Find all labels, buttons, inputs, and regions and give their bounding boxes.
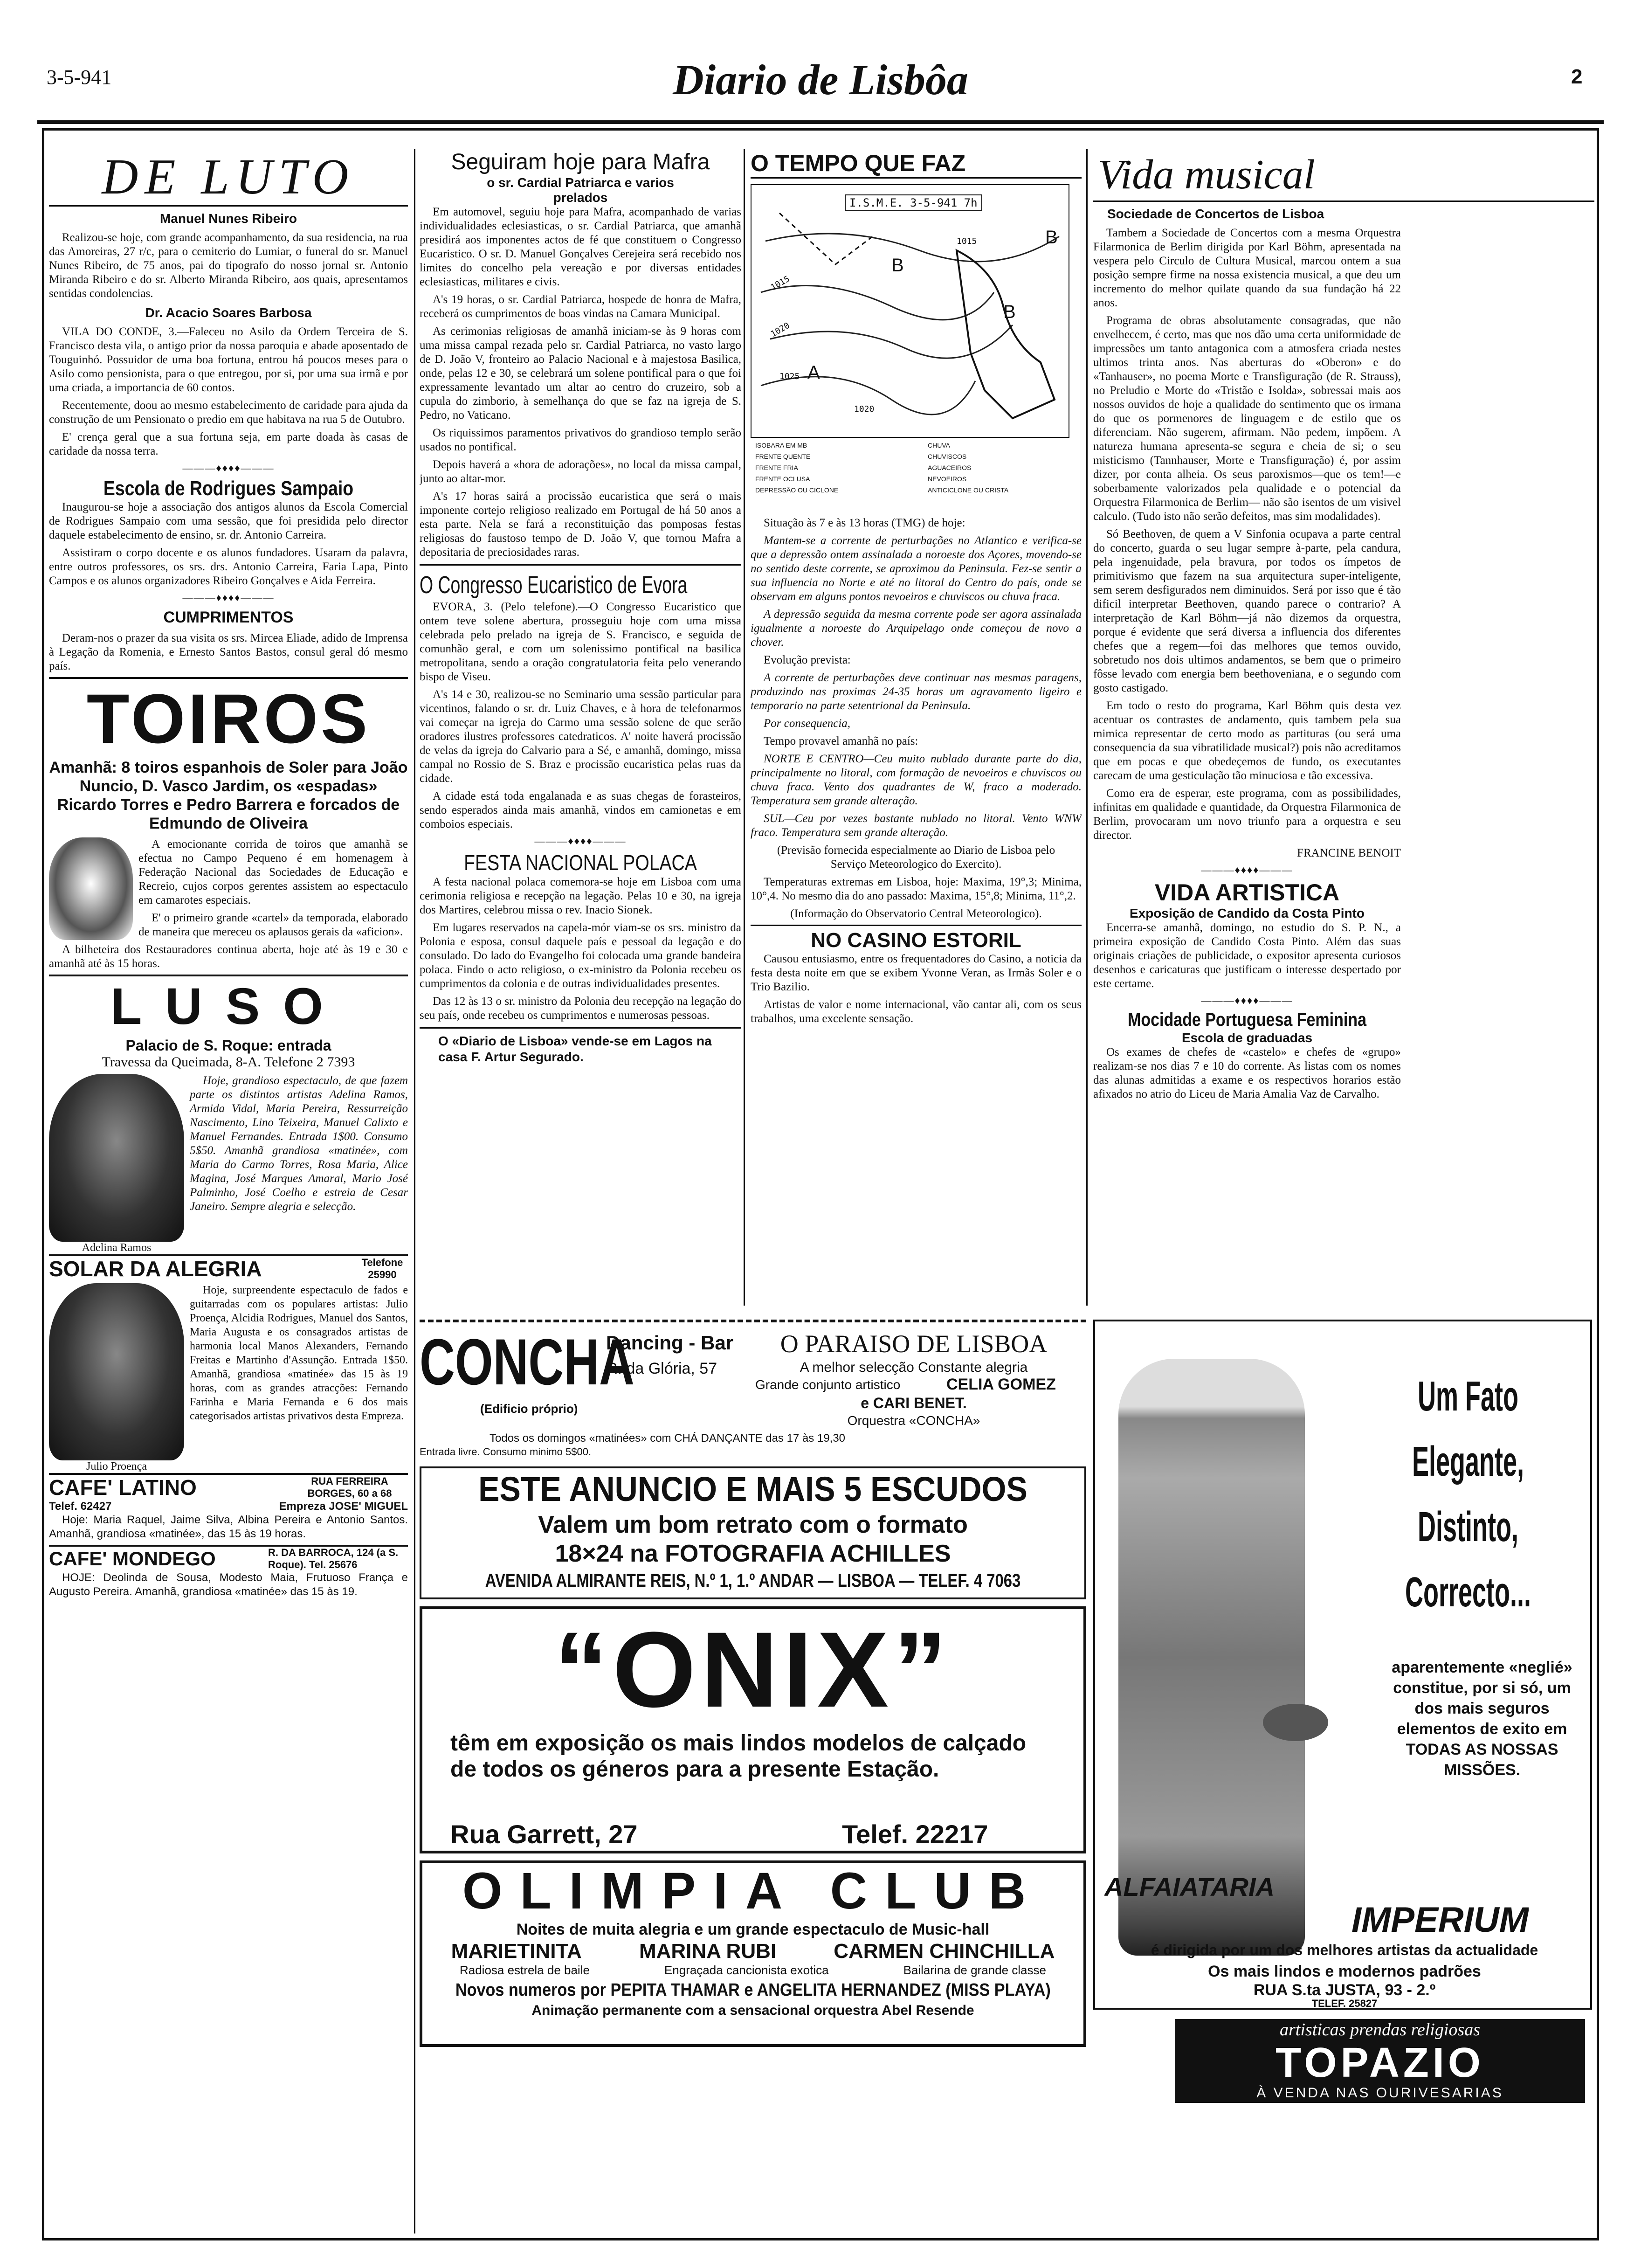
fato-line-3: Distinto, (1418, 1504, 1518, 1550)
imperium: IMPERIUM (1351, 1900, 1529, 1940)
map-isobar-5: 1015 (957, 236, 977, 246)
separator: ———♦♦♦♦——— (534, 835, 627, 847)
cafe-mondego-paragraph: HOJE: Deolinda de Sousa, Modesto Maia, Frutuoso França e Augusto Pereira. Amanhã, grandiosa «matinée» das 15 às 19. (49, 1571, 408, 1598)
column-3 (751, 149, 1082, 1301)
mafra-title: Seguiram hoje para Mafra (451, 150, 710, 174)
concha-ad (420, 1320, 1086, 1459)
column-rule-3 (1086, 149, 1088, 1306)
map-isobar-1: 1015 (769, 274, 792, 293)
olimpia-animacao: Animação permanente com a sensacional orquestra Abel Resende (531, 2003, 974, 2018)
luso-caption: Adelina Ramos (82, 1242, 152, 1254)
cumprimentos-title: CUMPRIMENTOS (163, 608, 294, 626)
concha-paraiso: O PARAISO DE LISBOA (780, 1330, 1048, 1358)
olimpia-subtitle: Noites de muita alegria e um grande espectaculo de Music-hall (516, 1921, 990, 1938)
luso-title: LUSO (110, 978, 346, 1035)
olimpia-desc-1: Radiosa estrela de baile (459, 1963, 590, 1977)
tempo-paragraph-8: NORTE E CENTRO—Ceu muito nublado durante parte do dia, principalmente no litoral, com formação de nevoeiros e chuviscos ou chuva fraca. Vento dos quadrantes de W, fraco a moderado. Temperatura sem grande alteração. (751, 753, 1082, 807)
topazio-top: artisticas prendas religiosas (1280, 2020, 1480, 2040)
mocidade-subtitle: Escola de graduadas (1181, 1030, 1313, 1045)
onix-text: têm em exposição os mais lindos modelos de calçado de todos os géneros para a presente Estação. (450, 1731, 1027, 1782)
vida-paragraph-2: Programa de obras absolutamente consagradas, que não envelhecem, é certo, mas que nos dão uma certa uniformidade de impressões um tanto antagonica com a atmosfera criada nestes ultimos trinta anos. Nas aberturas do «Oberon» e do «Tanhauser», no poema Morte e Transfiguração (de R. Strauss), no Preludio e Morte do «Tristão e Isolda», sobressai mais aos nossos ouvidos de hoje a qualidade do sentimento que os irmana do que os pormenores de linguagem e de estilo que os diferenciam. Não sugerem, afirmam. Não pedem, impõem. A natureza humana apresenta-se segura e cheia de si; o seu misticismo (Tannhauser, Morte e Transfiguração) é, por assim dizer, por conta alheia. Os seus paroxismos—que os tem!—e soberbamente valorizados pela qualidade e o potencial da Orquestra Filarmonica de Berlim— não são isentos de um visivel calculo. (Tudo isto não serão defeitos, mas sim modalidades). (1093, 314, 1401, 523)
legend-isobara: ISOBARA EM MB (755, 442, 807, 449)
solar-paragraph: Hoje, surpreendente espectaculo de fados e guitarradas com os populares artistas: Julio Proença, Alcidia Rodrigues, Manuel dos Santos, Maria Augusta e os consagrados artistas de harmonia local Manos Alexanders, Fernando Freitas e Martinho d'Assunção. Entrada 1$50. Amanhã, grandiosa «matinée» das 15 às 19 horas, com as grandes atracções: Fernando Farinha e Maria Fernanda e 6 dos mais categorisados artistas privativos desta Empreza. (190, 1284, 408, 1422)
polaca-paragraph-1: A festa nacional polaca comemora-se hoje em Lisboa com uma cerimonia religiosa e recepção na legação. Pelas 10 e 30, na igreja dos Martires, celebrou missa o rev. Inacio Sionek. (420, 876, 741, 916)
mafra-subtitle: o sr. Cardial Patriarca e varios prelados (487, 175, 674, 205)
concha-address: R. da Glória, 57 (606, 1360, 717, 1377)
mocidade-paragraph: Os exames de chefes de «castelo» e chefes de «grupo» realizam-se nos dias 7 e 10 do corrente. As listas com os nomes das alunas admitidas a exame e os respectivos horarios estão afixados no atrio do Liceu de Maria Amalia Vaz de Carvalho. (1093, 1046, 1401, 1100)
luto-paragraph-3: Recentemente, doou ao mesmo estabelecimento de caridade para ajuda da construção de um Pensionato o predio em que habitava na rua 5 de Outubro. (49, 399, 408, 426)
header-date: 3-5-941 (47, 66, 112, 89)
mafra-paragraph-5: Depois haverá a «hora de adorações», no local da missa campal, junto ao altar-mor. (420, 458, 741, 485)
toiros-title: TOIROS (86, 679, 371, 758)
cafe-mondego-title: CAFE' MONDEGO (49, 1548, 216, 1570)
tempo-paragraph-5: A corrente de perturbações deve continuar nas mesmas paragens, produzindo nas proximas 24-35 horas um agravamento ligeiro e temporario na parte setentrional da Peninsula. (751, 671, 1082, 712)
evora-paragraph-3: A cidade está toda engalanada e as suas chegas de forasteiros, sendo esperados ainda mais amanhã, vindos em camionetas e em comboios especiais. (420, 790, 741, 830)
concha-line-1: A melhor selecção Constante alegria (800, 1360, 1028, 1375)
tempo-paragraph-2: Mantem-se a corrente de perturbações no Atlantico e verifica-se que a depressão ontem assinalada a noroeste dos Açores, movendo-se no sentido deste corrente, se aproximou da Peninsula. Fez-se sentir a sua influencia no Norte e até no litoral do Centro do país, onde se observam em alguns pontos nevoeiros e chuviscos ou chuva fraca. (751, 534, 1082, 603)
map-isobar-4: 1020 (854, 404, 875, 414)
cafe-latino-telephone: Telef. 62427 (49, 1500, 112, 1513)
fato-text: aparentemente «neglié» constitue, por si só, um dos mais seguros elementos de exito em TODAS AS NOSSAS MISSÕES. (1392, 1659, 1572, 1779)
topazio-ad (1175, 2019, 1585, 2103)
cumprimentos-paragraph: Deram-nos o prazer da sua visita os srs. Mircea Eliade, adido de Imprensa à Legação da Romenia, e Ernesto Santos Bastos, consul geral dó mesmo país. (49, 632, 408, 672)
evora-paragraph-1: EVORA, 3. (Pelo telefone).—O Congresso Eucaristico que ontem teve solene abertura, prosseguiu hoje com uma missa celebrada pelo prelado na igreja de S. Francisco, e seguida de comunhão geral, e com um solenissimo pontifical na basilica metropolitana, sendo a oração congratulatoria feita pelo venerando bispo de Viseu. (420, 601, 741, 683)
map-isobar-2: 1020 (769, 320, 792, 339)
polaca-paragraph-3: Das 12 às 13 o sr. ministro da Polonia deu recepção na legação do seu país, onde recebeu os cumprimentos e numerosas pessoas. (420, 995, 741, 1022)
polaca-paragraph-2: Em lugares reservados na capela-mór viam-se os srs. ministro da Polonia e esposa, consul daquele país e pessoal da legação e do consulado. Do lado do Evangelho foi colocada uma grande bandeira polaca. Findo o acto religioso, o ex-ministro da Polonia recebeu os cumprimentos da colonia e de outras individualidades presentes. (420, 921, 741, 990)
fato-line-1: Um Fato (1418, 1373, 1518, 1420)
olimpia-desc-2: Engraçada cancionista exotica (664, 1963, 829, 1977)
solar-title: SOLAR DA ALEGRIA (49, 1257, 262, 1281)
tempo-temperatures: Temperaturas extremas em Lisboa, hoje: Maxima, 19°,3; Minima, 10°,4. No mesmo dia do ano passado: Maxima, 15°,8; Minima, 11°,2. (751, 876, 1082, 902)
artistica-subtitle: Exposição de Candido da Costa Pinto (1129, 906, 1365, 920)
header-rule (37, 120, 1604, 124)
concha-line-3: e CARI BENET. (861, 1395, 967, 1411)
concha-line-2a: Grande conjunto artistico (755, 1377, 901, 1392)
hat-icon (1263, 1704, 1328, 1741)
fato-line-2: Elegante, (1412, 1438, 1524, 1485)
separator: ———♦♦♦♦——— (182, 462, 275, 474)
map-label-b-2: B (1045, 227, 1058, 248)
concha-footer-2: Entrada livre. Consumo minimo 5$00. (420, 1446, 592, 1458)
diario-note: O «Diario de Lisboa» vende-se em Lagos na casa F. Artur Segurado. (438, 1034, 712, 1064)
toiros-paragraph-2: E' o primeiro grande «cartel» da temporada, elaborado de maneira que mereceu os aplausos gerais da «aficion». (138, 912, 408, 938)
concha-line-2b: CELIA GOMEZ (946, 1376, 1056, 1393)
escola-paragraph-2: Assistiram o corpo docente e os alunos fundadores. Usaram da palavra, entre outros professores, os srs. drs. Antonio Carreira, Faria Lapa, Pinto Campos e os alunos organizadores Ribeiro Gonçalves e Aida Ferreira. (49, 546, 408, 587)
achilles-line-2: 18×24 na FOTOGRAFIA ACHILLES (555, 1540, 951, 1567)
column-rule-1 (414, 149, 415, 2233)
separator: ———♦♦♦♦——— (182, 592, 275, 603)
luto-title: DE LUTO (49, 149, 408, 207)
legend-depressao: DEPRESSÃO OU CICLONE (755, 486, 839, 494)
tempo-paragraph-4: Evolução prevista: (764, 654, 851, 666)
olimpia-ad (420, 1860, 1086, 2047)
legend-chuviscos: CHUVISCOS (928, 453, 967, 460)
map-label-b-1: B (891, 255, 904, 276)
legend-frente-oclusa: FRENTE OCLUSA (755, 475, 810, 483)
polaca-title: FESTA NACIONAL POLACA (464, 850, 697, 875)
luso-address: Travessa da Queimada, 8-A. Telefone 2 7393 (102, 1054, 355, 1070)
luso-paragraph: Hoje, grandioso espectaculo, de que fazem parte os distintos artistas Adelina Ramos, Armida Vidal, Maria Pereira, Ressurreição Nascimento, Lino Teixeira, Manuel Calixto e Manuel Fernandes. Entrada 1$00. Consumo 5$50. Amanhã grandiosa «matinée», com Maria do Carmo Torres, Rosa Maria, Alice Magina, José Marques Amaral, Mario José Palminho, José Coelho e estreia de Cesar Janeiro. Sempre alegria e selecção. (190, 1074, 408, 1213)
page-header (0, 0, 1641, 135)
separator: ———♦♦♦♦——— (1201, 995, 1293, 1006)
escola-paragraph-1: Inaugurou-se hoje a associação dos antigos alunos da Escola Comercial de Rodrigues Sampaio com uma sessão, que foi presidida pelo director daquele estabelecimento de ensino, sr. dr. Antonio Carreira. (49, 501, 408, 541)
achilles-title: ESTE ANUNCIO E MAIS 5 ESCUDOS (478, 1470, 1027, 1508)
achilles-line-1: Valem um bom retrato com o formato (538, 1511, 968, 1538)
toiros-paragraph-3: A bilheteira dos Restauradores continua aberta, hoje até às 19 e 30 e amanhã até às 15 horas. (49, 943, 408, 970)
tempo-paragraph-1: Situação às 7 e às 13 horas (TMG) de hoje: (764, 517, 965, 529)
topazio-bottom: À VENDA NAS OURIVESARIAS (1256, 2085, 1503, 2101)
tempo-paragraph-3: A depressão seguida da mesma corrente pode ser agora assinalada igualmente a noroeste do Arquipelago onde começou de novo a chover. (751, 608, 1082, 649)
fato-padroes: Os mais lindos e modernos padrões (1208, 1963, 1481, 1980)
luto-name-2: Dr. Acacio Soares Barbosa (145, 305, 312, 320)
achilles-line-3: AVENIDA ALMIRANTE REIS, N.º 1, 1.º ANDAR — LISBOA — TELEF. 4 7063 (485, 1570, 1021, 1591)
legend-frente-fria: FRENTE FRIA (755, 464, 798, 471)
adelina-ramos-photo (49, 1074, 184, 1242)
toiros-paragraph-1: A emocionante corrida de toiros que amanhã se efectua no Campo Pequeno é em homenagem à Federação Nacional das Sociedades de Educação e Recreio, cujos corpos gerentes assistem ao espectaculo em camarotes especiais. (138, 838, 408, 906)
legend-frente-quente: FRENTE QUENTE (755, 453, 811, 460)
solar-telephone: Telefone 25990 (361, 1257, 403, 1280)
legend-chuva: CHUVA (928, 442, 950, 449)
map-header: I.S.M.E. 3-5-941 7h (845, 194, 982, 211)
fato-dirigida: é dirigida por um dos melhores artistas da actualidade (1151, 1942, 1538, 1958)
vida-paragraph-1: Tambem a Sociedade de Concertos com a mesma Orquestra Filarmonica de Berlim dirigida por Karl Böhm, apresentada na vespera pelo Circulo de Cultura Musical, marcou ontem a sua posição sempre firme na nossa existencia musical, a que deu um incremento do melhor quilate quando da sua fundação há 22 anos. (1093, 227, 1401, 309)
concha-line-4: Orquestra «CONCHA» (847, 1413, 980, 1428)
fato-telephone: TELEF. 25827 (1311, 1998, 1378, 2009)
luto-name-1: Manuel Nunes Ribeiro (159, 211, 297, 226)
fato-line-4: Correcto... (1405, 1569, 1531, 1616)
olimpia-name-1: MARIETINITA (451, 1940, 582, 1963)
onix-title: “ONIX” (554, 1610, 952, 1729)
tempo-info: (Informação do Observatorio Central Meteorologico). (790, 907, 1042, 920)
luso-subtitle: Palacio de S. Roque: entrada (125, 1037, 331, 1054)
mafra-paragraph-1: Em automovel, seguiu hoje para Mafra, acompanhado de varias individualidades eclesiasticas, o sr. Cardial Patriarca, que amanhã presidirá aos imponentes actos de fé que constituem o Congresso Eucaristico. O sr. D. Manuel Gonçalves Cerejeira será recebido nos limites do concelho pela vereação e por diversas entidades eclesiasticas, militares e civis. (420, 206, 741, 288)
vida-musical-title: Vida musical (1093, 149, 1594, 202)
olimpia-novos: Novos numeros por PEPITA THAMAR e ANGELITA HERNANDEZ (MISS PLAYA) (455, 1980, 1051, 2000)
luto-paragraph-2: VILA DO CONDE, 3.—Faleceu no Asilo da Ordem Terceira de S. Francisco desta vila, o antigo prior da nossa paroquia e abade aposentado de Touguinhó. Possuidor de uma boa fortuna, entrou há poucos meses para o Asilo como pensionista, para o que entregou, por si, por uma sua irmã e por uma criada, a importancia de 60 contos. (49, 325, 408, 394)
vida-paragraph-3: Só Beethoven, de quem a V Sinfonia ocupava a parte central do concerto, guarda o seu lugar sempre à-parte, pela candura, pela ingenuidade, pela bravura, por todos os ímpetos de primitivismo que fazem na sua arquitectura super-inteligente, sem serem desfigurados nem diminuidos. Será por isso que é tão dificil interpretar Beethoven, quando parece o contrario? A interpretação de Karl Böhm—já não dizemos da orquestra, porque é evidente que será diversa a influencia dos diferentes chefes que a regem—foi das melhores que temos ouvido, sobretudo nos dois ultimos andamentos, se bem que o primeiro fôsse levado com energia bem beethoveniana, e o segundo com gosto castigado. (1093, 528, 1401, 694)
mafra-paragraph-4: Os riquissimos paramentos privativos do grandioso templo serão usados no pontifical. (420, 427, 741, 453)
cafe-mondego-address: R. DA BARROCA, 124 (a S. Roque). Tel. 25676 (268, 1547, 399, 1570)
estoril-title: NO CASINO ESTORIL (811, 929, 1021, 952)
column-2 (420, 149, 741, 1301)
cafe-latino-paragraph: Hoje: Maria Raquel, Jaime Silva, Albina Pereira e Antonio Santos. Amanhã, grandiosa «matinée», das 15 às 19 horas. (49, 1514, 408, 1540)
estoril-paragraph-1: Causou entusiasmo, entre os frequentadores do Casino, a noticia da festa desta noite em que se exibem Yvonne Veran, as Irmãs Soler e o Trio Bazilio. (751, 953, 1082, 993)
tempo-paragraph-9: SUL—Ceu por vezes bastante nublado no litoral. Vento WNW fraco. Temperatura sem grande alteração. (751, 812, 1082, 839)
achilles-ad (420, 1466, 1086, 1599)
concha-footer: Todos os domingos «matinées» com CHÁ DANÇANTE das 17 às 19,30 (490, 1432, 846, 1445)
tempo-title: O TEMPO QUE FAZ (751, 149, 1082, 179)
tempo-paragraph-6: Por consequencia, (764, 717, 851, 730)
concha-dancing: Dancing - Bar (606, 1332, 734, 1354)
luto-paragraph-1: Realizou-se hoje, com grande acompanhamento, da sua residencia, na rua das Amoreiras, 27 r/c, para o cemiterio do Lumiar, o funeral do sr. Manuel Nunes Ribeiro, de 75 anos, pai do tipografo do nosso jornal sr. Antonio Miranda Ribeiro e do sr. Alberto Miranda Ribeiro, aos quais, apresentamos sentidas condolencias. (49, 231, 408, 300)
map-isobar-3: 1025 (779, 372, 800, 381)
cafe-latino-title: CAFE' LATINO (49, 1475, 197, 1500)
imperium-ad (1093, 1320, 1592, 2010)
masthead: Diario de Lisbôa (673, 56, 968, 104)
vida-paragraph-5: Como era de esperar, este programa, com as possibilidades, infinitas em qualidade e quantidade, da Orquestra Filarmonica de Berlim, provocaram um novo triunfo para a orquestra e seu director. (1093, 787, 1401, 842)
column-1 (49, 149, 408, 2233)
weather-map (751, 184, 1069, 438)
map-label-a: A (807, 362, 820, 383)
concha-title: CONCHA (420, 1327, 634, 1397)
evora-paragraph-2: A's 14 e 30, realizou-se no Seminario uma sessão particular para vicentinos, falando o sr. dr. Luiz Chaves, e à hora de telefonarmos vai começar na igreja do Carmo uma sessão solene de que serão oradores ilustres professores catedraticos. A' noite haverá procissão de velas da igreja do Calvario para a Sé, e amanhã, domingo, missa campal no Rossio de S. Braz e procissão eucaristica pelas ruas da cidade. (420, 688, 741, 785)
mafra-paragraph-3: As cerimonias religiosas de amanhã iniciam-se às 9 horas com uma missa campal rezada pelo sr. Cardial Patriarca, no vasto largo de D. João V, fronteiro ao Palacio Nacional e à majestosa Basilica, onde, pelas 12 e 30, se celebrará um solene pontifical para o que foi expressamente levantado um altar ao centro do cruzeiro, sob a cupula do zimborio, à semelhança do que se faz na igreja de S. Pedro, no Vaticano. (420, 325, 741, 422)
legend-anticiclone: ANTICICLONE OU CRISTA (928, 486, 1009, 494)
onix-ad (420, 1606, 1086, 1853)
artistica-title: VIDA ARTISTICA (1154, 879, 1340, 906)
onix-address: Rua Garrett, 27 (450, 1819, 638, 1849)
mafra-paragraph-2: A's 19 horas, o sr. Cardial Patriarca, hospede de honra de Mafra, receberá os cumprimentos de boas vindas na Camara Municipal. (420, 293, 741, 320)
vida-musical-subtitle: Sociedade de Concertos de Lisboa (1107, 207, 1324, 221)
mocidade-title: Mocidade Portuguesa Feminina (1128, 1010, 1366, 1030)
man-in-suit-illustration (1118, 1359, 1305, 1956)
estoril-paragraph-2: Artistas de valor e nome internacional, vão cantar ali, com os seus trabalhos, uma excelente sensação. (751, 998, 1082, 1025)
topazio-title: TOPAZIO (1276, 2040, 1484, 2086)
olimpia-desc-3: Bailarina de grande classe (903, 1963, 1046, 1977)
map-legend (751, 442, 1082, 516)
legend-aguaceiros: AGUACEIROS (928, 464, 972, 471)
mafra-paragraph-6: A's 17 horas sairá a procissão eucaristica que será o mais imponente cortejo religioso realizado em Portugal de há 50 anos a esta parte. Nela se fará a reconstituição das pomposas festas religiosas do faustoso tempo de D. João V, que tornou Mafra a depositaria de preciosidades raras. (420, 490, 741, 559)
vida-paragraph-4: Em todo o resto do programa, Karl Böhm quis desta vez acentuar os contrastes de andamento, quis tambem pela sua mimica representar de certo modo as partituras (ou será uma consequencia da sua vibratilidade musical?) pois não acreditamos que em pocas e que obedeçemos de fundo, os executantes carecam de uma gesticulação tão minuciosa e tão excessiva. (1093, 699, 1401, 782)
artistica-paragraph: Encerra-se amanhã, domingo, no estudio do S. P. N., a primeira exposição de Candido Costa Pinto. Além das suas originais criações de publicidade, o expositor apresenta curiosos desenhos e caricaturas que justificam o interesse despertado por este certame. (1093, 921, 1401, 990)
bull-image (49, 837, 133, 940)
olimpia-name-2: MARINA RUBI (639, 1940, 777, 1963)
toiros-subtitle: Amanhã: 8 toiros espanhois de Soler para João Nuncio, D. Vasco Jardim, os «espadas» Ricardo Torres e Pedro Barrera e forcados de Edmundo de Oliveira (49, 759, 408, 832)
olimpia-title: OLIMPIA CLUB (462, 1862, 1044, 1920)
olimpia-name-3: CARMEN CHINCHILLA (834, 1940, 1055, 1963)
concha-edificio: (Edificio próprio) (480, 1402, 578, 1416)
map-label-b-3: B (1003, 302, 1016, 322)
cafe-latino-address: RUA FERREIRA BORGES, 60 a 68 (307, 1475, 392, 1499)
tempo-paragraph-7: Tempo provavel amanhã no país: (764, 735, 918, 747)
evora-title: O Congresso Eucaristico de Evora (420, 572, 688, 599)
legend-nevoeiros: NEVOEIROS (928, 475, 967, 483)
column-rule-2 (744, 149, 745, 1306)
separator: ———♦♦♦♦——— (1201, 864, 1293, 876)
fato-rua: RUA S.ta JUSTA, 93 - 2.º (1253, 1981, 1436, 1999)
vida-signature: FRANCINE BENOIT (1297, 847, 1401, 859)
luto-paragraph-4: E' crença geral que a sua fortuna seja, em parte doada às casas de caridade da nossa terra. (49, 431, 408, 457)
column-4 (1093, 149, 1594, 1301)
julio-proenca-photo (49, 1283, 184, 1460)
alfaiataria: ALFAIATARIA (1104, 1872, 1275, 1902)
page-number: 2 (1571, 65, 1583, 88)
escola-title: Escola de Rodrigues Sampaio (103, 477, 354, 500)
weather-map-svg (752, 185, 1069, 437)
cafe-latino-empreza: Empreza JOSE' MIGUEL (279, 1500, 408, 1513)
tempo-note: (Previsão fornecida especialmente ao Diario de Lisboa pelo Serviço Meteorologico do Exercito). (777, 844, 1055, 871)
onix-telephone: Telef. 22217 (842, 1819, 988, 1849)
solar-caption: Julio Proença (86, 1460, 147, 1473)
